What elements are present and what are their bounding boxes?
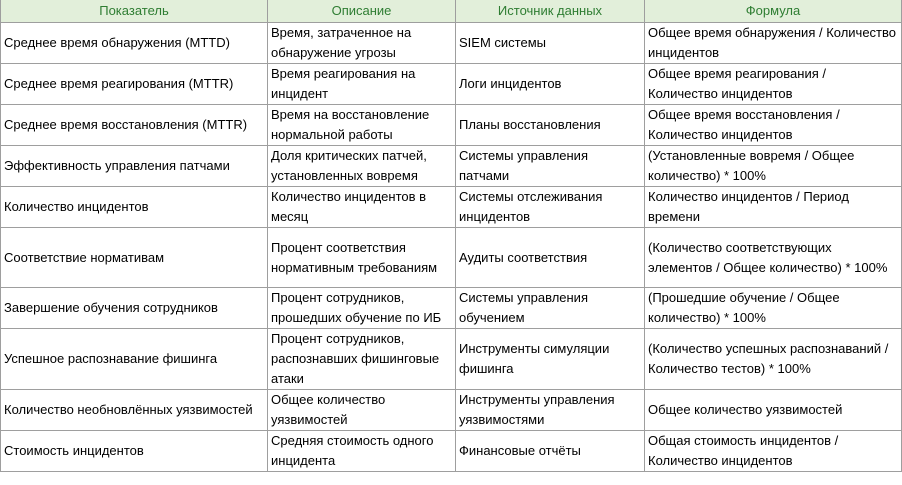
cell-source: Системы управления обучением [456,288,645,329]
header-formula: Формула [645,0,902,23]
cell-description: Общее количество уязвимостей [268,390,456,431]
cell-metric: Среднее время реагирования (MTTR) [1,64,268,105]
cell-source: Инструменты управления уязвимостями [456,390,645,431]
cell-source: Инструменты симуляции фишинга [456,329,645,390]
cell-formula: Общая стоимость инцидентов / Количество инцидентов [645,431,902,472]
cell-metric: Завершение обучения сотрудников [1,288,268,329]
cell-formula: Общее время обнаружения / Количество инцидентов [645,23,902,64]
cell-source: Аудиты соответствия [456,228,645,288]
table-row [1,187,902,228]
table-row [1,228,902,288]
cell-formula: Количество инцидентов / Период времени [645,187,902,228]
header-description: Описание [268,0,456,23]
cell-description: Процент сотрудников, распознавших фишинговые атаки [268,329,456,390]
cell-metric: Количество инцидентов [1,187,268,228]
cell-metric: Стоимость инцидентов [1,431,268,472]
cell-formula: Общее время реагирования / Количество инцидентов [645,64,902,105]
table-row [1,329,902,390]
header-source: Источник данных [456,0,645,23]
cell-source: Логи инцидентов [456,64,645,105]
table-row [1,431,902,472]
cell-description: Время реагирования на инцидент [268,64,456,105]
table-row [1,23,902,64]
header-metric: Показатель [1,0,268,23]
cell-formula: (Количество успешных распознаваний / Количество тестов) * 100% [645,329,902,390]
table-row [1,288,902,329]
cell-description: Процент соответствия нормативным требованиям [268,228,456,288]
cell-metric: Среднее время обнаружения (MTTD) [1,23,268,64]
cell-formula: (Прошедшие обучение / Общее количество) * 100% [645,288,902,329]
cell-description: Время, затраченное на обнаружение угрозы [268,23,456,64]
cell-formula: Общее количество уязвимостей [645,390,902,431]
cell-source: Системы отслеживания инцидентов [456,187,645,228]
cell-formula: Общее время восстановления / Количество инцидентов [645,105,902,146]
cell-metric: Эффективность управления патчами [1,146,268,187]
table-row [1,105,902,146]
cell-description: Доля критических патчей, установленных вовремя [268,146,456,187]
table-row [1,390,902,431]
cell-formula: (Количество соответствующих элементов / Общее количество) * 100% [645,228,902,288]
table-row [1,64,902,105]
cell-metric: Среднее время восстановления (MTTR) [1,105,268,146]
cell-metric: Количество необновлённых уязвимостей [1,390,268,431]
cell-source: Финансовые отчёты [456,431,645,472]
cell-metric: Соответствие нормативам [1,228,268,288]
cell-source: SIEM системы [456,23,645,64]
header-row [1,0,902,23]
cell-formula: (Установленные вовремя / Общее количество) * 100% [645,146,902,187]
cell-description: Процент сотрудников, прошедших обучение по ИБ [268,288,456,329]
cell-source: Системы управления патчами [456,146,645,187]
cell-description: Количество инцидентов в месяц [268,187,456,228]
cell-description: Время на восстановление нормальной работы [268,105,456,146]
cell-metric: Успешное распознавание фишинга [1,329,268,390]
cell-description: Средняя стоимость одного инцидента [268,431,456,472]
table-row [1,146,902,187]
cell-source: Планы восстановления [456,105,645,146]
